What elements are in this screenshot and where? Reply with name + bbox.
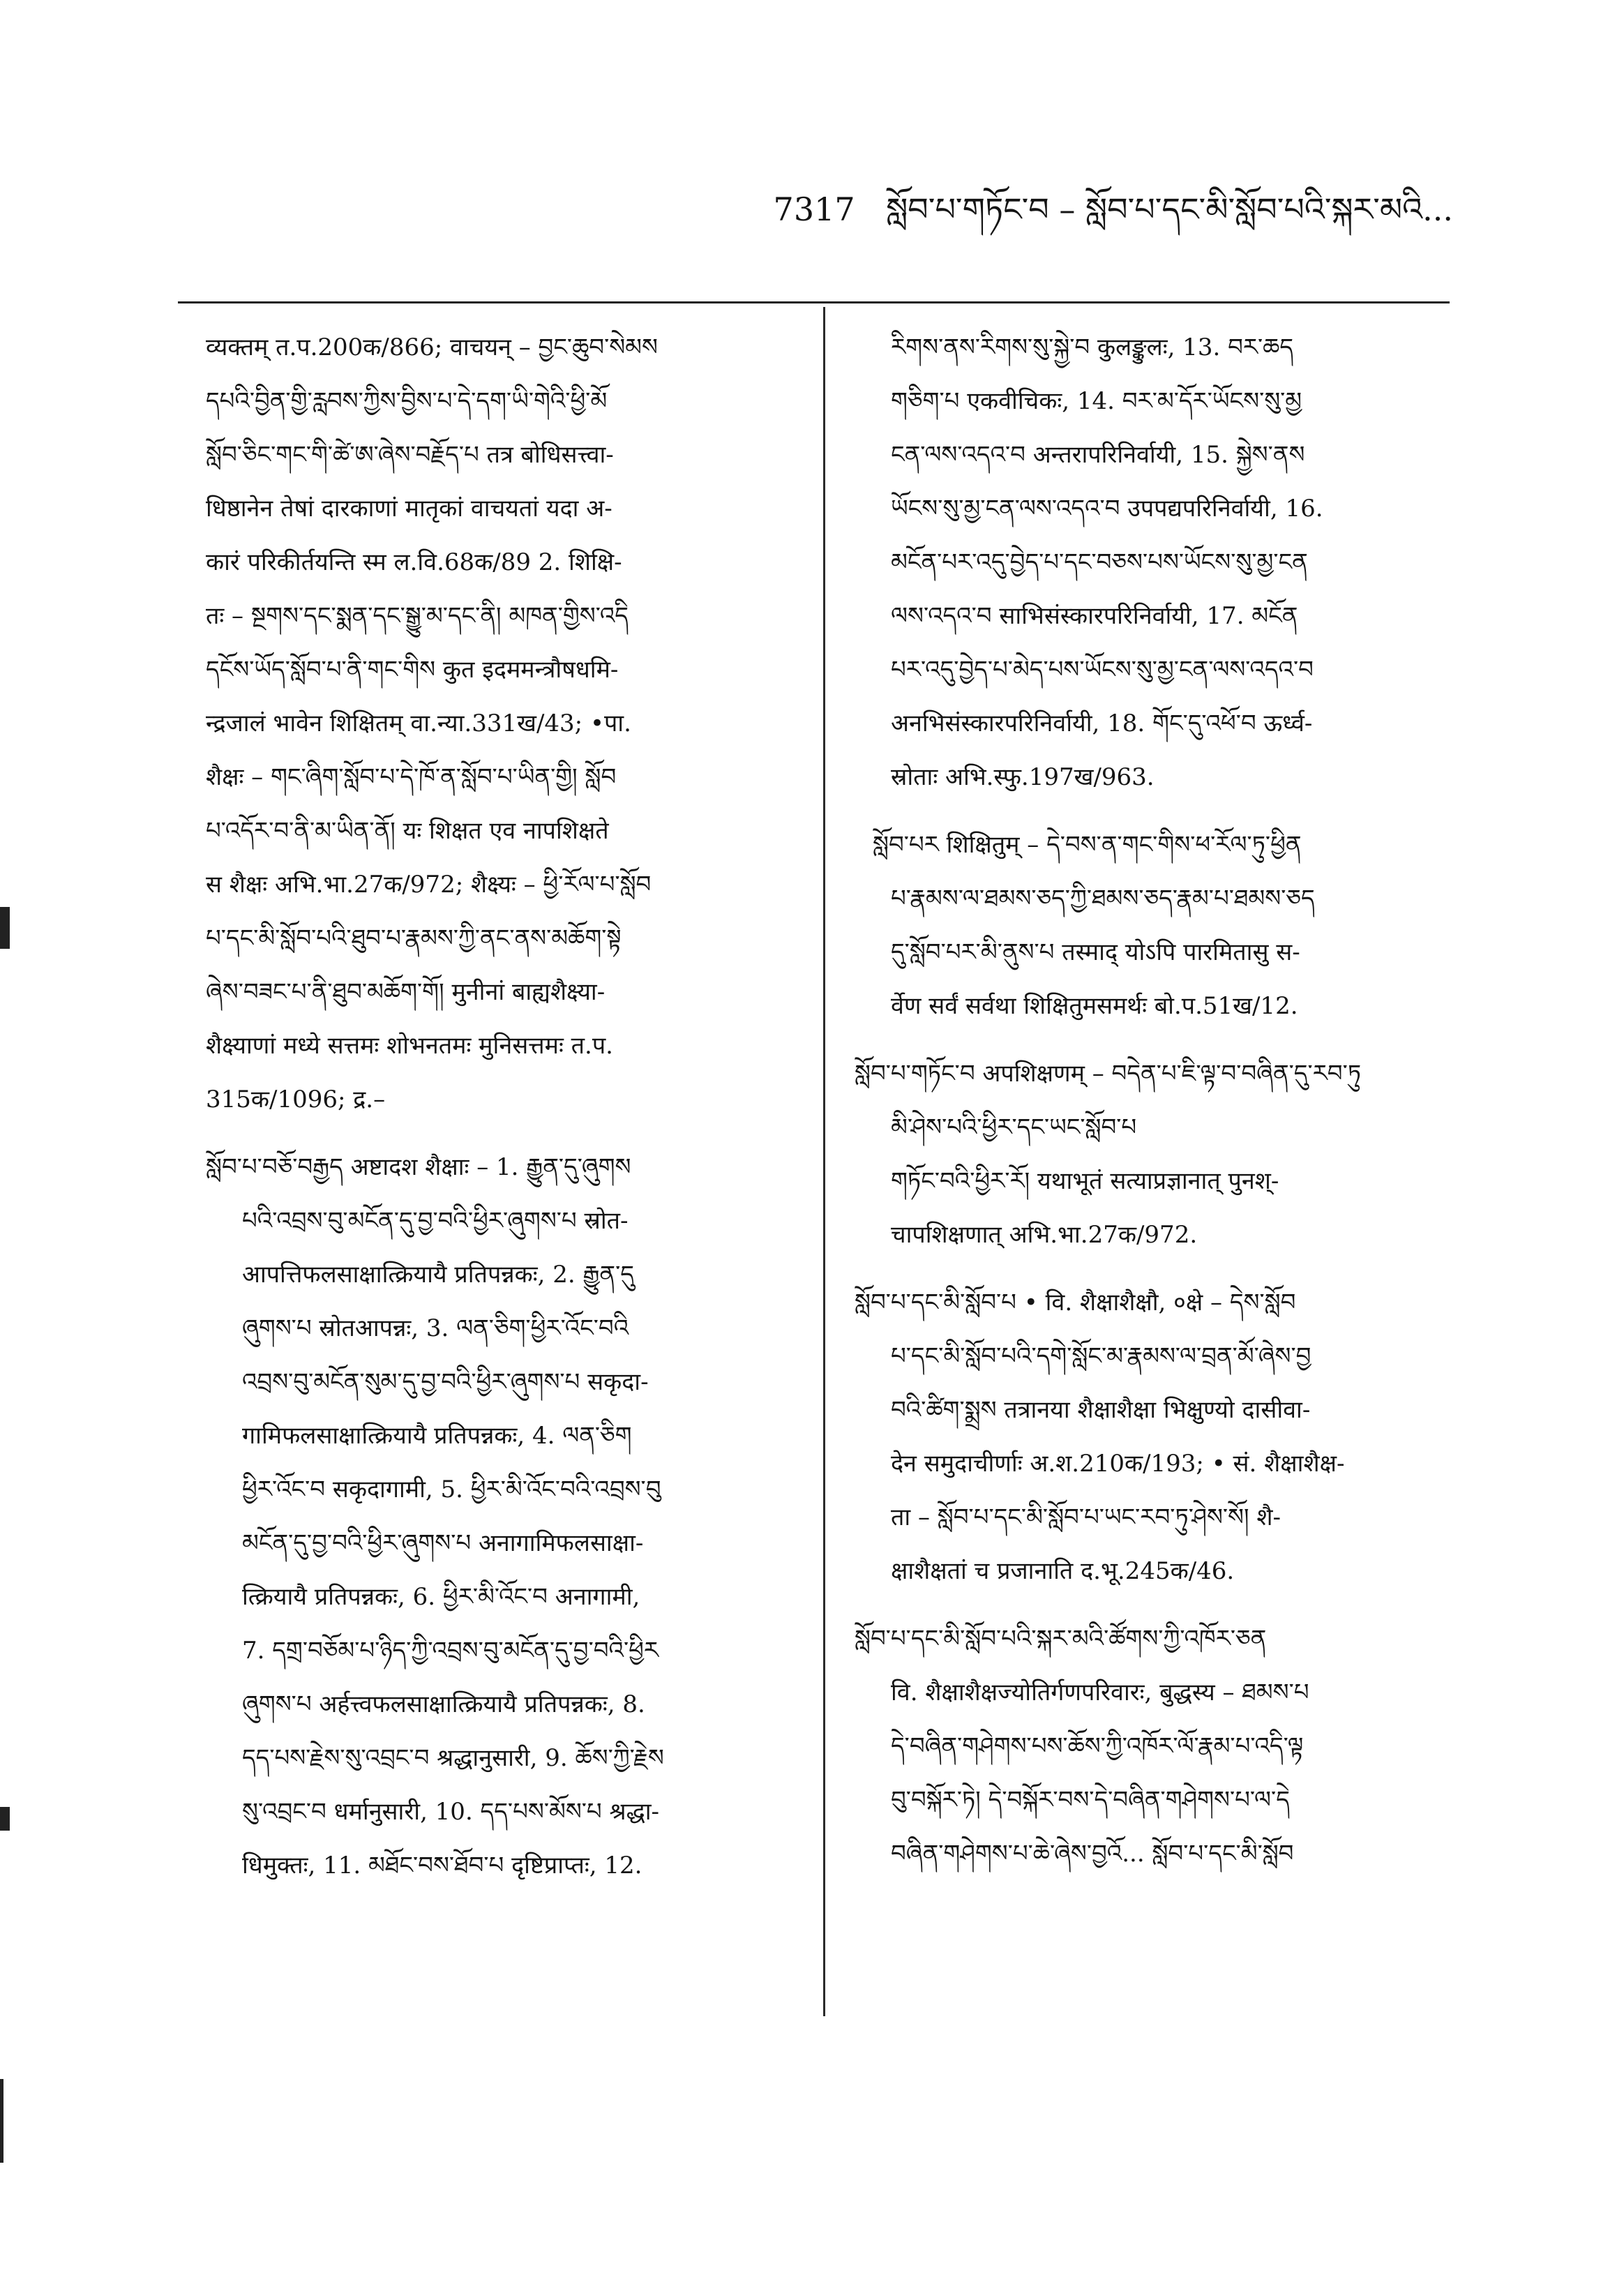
right-column xyxy=(855,321,1468,1895)
entry-line: अनभिसंस्कारपरिनिर्वायी, 18. གོང་དུ་འཕོ་བ ऊर्ध्व- xyxy=(891,710,1313,737)
column-divider xyxy=(823,307,825,2016)
dictionary-entry xyxy=(855,321,1468,804)
entry-line: པ་དང་མི་སློབ་པའི་ཐུབ་པ་རྣམས་ཀྱི་ནང་ནས་མཆོག་སྟེ xyxy=(206,924,622,952)
entry-line: རིགས་ནས་རིགས་སུ་སྐྱེ་བ कुलङ्कुलः, 13. བར་ཆད xyxy=(891,333,1294,361)
entry-line: तः – སྔགས་དང་སྨན་དང་སྒྱུ་མ་དང་ནི། མཁན་གྱིས་འདི xyxy=(206,602,629,630)
entry-line: चापशिक्षणात् अभि.भा.27क/972. xyxy=(891,1221,1198,1249)
entry-line: དེ་བཞིན་གཤེགས་པས་ཆོས་ཀྱི་འཁོར་ལོ་རྣམ་པ་འདི་ལྟ xyxy=(891,1732,1304,1760)
entry-line: 7. དགྲ་བཅོམ་པ་ཉིད་ཀྱི་འབྲས་བུ་མངོན་དུ་བྱ་བའི་ཕྱིར xyxy=(242,1637,659,1665)
entry-line: དཔའི་བྱིན་གྱི་རླབས་ཀྱིས་བྱིས་པ་དེ་དག་ཡི་གེའི་ཕྱི་མོ xyxy=(206,387,608,415)
entry-line: कारं परिकीर्तयन्ति स्म ल.वि.68क/89 2. शिक्षि- xyxy=(206,548,622,576)
dictionary-entry xyxy=(206,321,802,1127)
page-header xyxy=(774,174,1453,264)
entry-line: དུ་སློབ་པར་མི་ནུས་པ तस्माद् योऽपि पारमितासु स- xyxy=(891,938,1300,966)
entry-headline: སློབ་པ་དང་མི་སློབ་པའི་སྐར་མའི་ཚོགས་ཀྱི་འཁོར་ཅན xyxy=(855,1625,1267,1653)
entry-headline: སློབ་པ་དང་མི་སློབ་པ • वि. शैक्षाशैक्षौ, ०क्षे – དེས་སློབ xyxy=(855,1289,1296,1316)
dictionary-entry xyxy=(855,1047,1468,1262)
entry-line: བཞིན་གཤེགས་པ་ཆེ་ཞེས་བྱའོ... སློབ་པ་དང་མི་སློབ xyxy=(891,1840,1294,1868)
entry-line: स शैक्षः अभि.भा.27क/972; शैक्ष्यः – ཕྱི་རོལ་པ་སློབ xyxy=(206,871,652,899)
entry-headline: སློབ་པ་བཅོ་བརྒྱད अष्टादश शैक्षाः – 1. རྒྱུན་དུ་ཞུགས xyxy=(206,1153,631,1181)
running-title: སློབ་པ་གཏོང་བ – སློབ་པ་དང་མི་སློབ་པའི་སྐར་མའི... xyxy=(886,190,1453,228)
dictionary-entry xyxy=(855,1612,1468,1881)
entry-line: པ་དང་མི་སློབ་པའི་དགེ་སློང་མ་རྣམས་ལ་བྲན་མོ་ཞེས་བྱ xyxy=(891,1342,1311,1370)
dictionary-entry xyxy=(855,1276,1468,1598)
entry-line: སུ་འབྲང་བ धर्मानुसारी, 10. དད་པས་མོས་པ श्रद्धा- xyxy=(242,1798,660,1826)
entry-line: པ་རྣམས་ལ་ཐམས་ཅད་ཀྱི་ཐམས་ཅད་རྣམ་པ་ཐམས་ཅད xyxy=(891,885,1315,913)
entry-headline: སློབ་པར शिक्षितुम् – དེ་བས་ན་གང་གིས་ཕ་རོལ་ཏུ་ཕྱིན xyxy=(873,831,1302,859)
entry-line: वि. शैक्षाशैक्षज्योतिर्गणपरिवारः, बुद्धस्य – ཐམས་པ xyxy=(891,1679,1309,1706)
entry-line: शैक्ष्याणां मध्ये सत्तमः शोभनतमः मुनिसत्तमः त.प. xyxy=(206,1032,613,1060)
entry-line: ཡོངས་སུ་མྱ་ངན་ལས་འདའ་བ उपपद्यपरिनिर्वायी, 16. xyxy=(891,495,1323,523)
entry-line: ता – སློབ་པ་དང་མི་སློབ་པ་ཡང་རབ་ཏུ་ཤེས་སོ། शै- xyxy=(891,1503,1281,1531)
binding-mark xyxy=(0,1807,10,1831)
entry-line: धिष्ठानेन तेषां दारकाणां मातृकां वाचयतां यदा अ- xyxy=(206,495,612,523)
entry-line: པའི་འབྲས་བུ་མངོན་དུ་བྱ་བའི་ཕྱིར་ཞུགས་པ स्रोत- xyxy=(242,1207,629,1235)
header-rule xyxy=(178,301,1450,303)
entry-line: མངོན་པར་འདུ་བྱེད་པ་དང་བཅས་པས་ཡོངས་སུ་མྱ་ངན xyxy=(891,548,1308,576)
entry-line: པར་འདུ་བྱེད་པ་མེད་པས་ཡོངས་སུ་མྱ་ངན་ལས་འདའ་བ xyxy=(891,656,1314,684)
dictionary-entry xyxy=(206,1141,802,1893)
entry-line: र्वेण सर्वं सर्वथा शिक्षितुमसमर्थः बो.प.51ख/12. xyxy=(891,992,1298,1020)
entry-line: གཅིག་པ एकवीचिकः, 14. བར་མ་དོར་ཡོངས་སུ་མྱ xyxy=(891,387,1302,415)
binding-mark xyxy=(0,2079,3,2163)
entry-line: 315क/1096; द्र.– xyxy=(206,1086,386,1113)
entry-line: མི་ཤེས་པའི་ཕྱིར་དང་ཡང་སློབ་པ xyxy=(891,1113,1137,1141)
page-number: 7317 xyxy=(773,190,855,228)
left-column xyxy=(206,321,802,1907)
entry-line: त्क्रियायै प्रतिपन्नकः, 6. ཕྱིར་མི་འོང་བ अनागामी, xyxy=(242,1583,640,1611)
entry-line: शैक्षः – གང་ཞིག་སློབ་པ་དེ་ཁོ་ན་སློབ་པ་ཡིན་གྱི། སློབ xyxy=(206,763,617,791)
entry-line: व्यक्तम् त.प.200क/866; वाचयन् – བྱང་ཆུབ་སེམས xyxy=(206,333,658,361)
entry-line: བུ་བསྐོར་ཏེ། དེ་བསྐོར་བས་དེ་བཞིན་གཤེགས་པ་ལ་དེ xyxy=(891,1786,1290,1814)
entry-line: गामिफलसाक्षात्क्रियायै प्रतिपन्नकः, 4. ལན་ཅིག xyxy=(242,1422,632,1450)
entry-line: གཏོང་བའི་ཕྱིར་རོ། यथाभूतं सत्याप्रज्ञानात् पुनश्- xyxy=(891,1167,1279,1195)
entry-line: པ་འདོར་བ་ནི་མ་ཡིན་ནོ། यः शिक्षत एव नापशिक्षते xyxy=(206,817,609,845)
entry-line: स्रोताः अभि.स्फु.197ख/963. xyxy=(891,763,1155,791)
entry-line: འབྲས་བུ་མངོན་སུམ་དུ་བྱ་བའི་ཕྱིར་ཞུགས་པ सकृदा- xyxy=(242,1368,649,1396)
entry-line: མངོན་དུ་བྱ་བའི་ཕྱིར་ཞུགས་པ अनागामिफलसाक्षा- xyxy=(242,1529,644,1557)
entry-line: དངོས་ཡོད་སློབ་པ་ནི་གང་གིས कुत इदममन्त्रौषधमि- xyxy=(206,656,619,684)
entry-line: ལས་འདའ་བ साभिसंस्कारपरिनिर्वायी, 17. མངོན xyxy=(891,602,1298,630)
entry-line: न्द्रजालं भावेन शिक्षितम् वा.न्या.331ख/43; •पा. xyxy=(206,710,631,737)
dictionary-entry xyxy=(855,818,1468,1033)
entry-line: क्षाशैक्षतां च प्रजानाति द.भू.245क/46. xyxy=(891,1557,1235,1585)
entry-line: ཞུགས་པ अर्हत्त्वफलसाक्षात्क्रियायै प्रतिपन्नकः, 8. xyxy=(242,1690,645,1718)
entry-line: ཕྱིར་འོང་བ सकृदागामी, 5. ཕྱིར་མི་འོང་བའི་འབྲས་བུ xyxy=(242,1476,661,1503)
entry-line: आपत्तिफलसाक्षात्क्रियायै प्रतिपन्नकः, 2. རྒྱུན་དུ xyxy=(242,1261,634,1289)
entry-line: བའི་ཚིག་སྨྲས तत्रानया शैक्षाशैक्षा भिक्षुण्यो दासीवा- xyxy=(891,1396,1311,1424)
entry-line: དད་པས་རྗེས་སུ་འབྲང་བ श्रद्धानुसारी, 9. ཆོས་ཀྱི་རྗེས xyxy=(242,1744,664,1772)
entry-line: ངན་ལས་འདའ་བ अन्तरापरिनिर्वायी, 15. སྐྱེས་ནས xyxy=(891,441,1305,469)
entry-line: ཞུགས་པ स्रोतआपन्नः, 3. ལན་ཅིག་ཕྱིར་འོང་བའི xyxy=(242,1314,629,1342)
entry-line: देन समुदाचीर्णाः अ.श.210क/193; • सं. शैक्षाशैक्ष- xyxy=(891,1450,1345,1478)
entry-headline: སློབ་པ་གཏོང་བ अपशिक्षणम् – བདེན་པ་ཇི་ལྟ་བ་བཞིན་དུ་རབ་ཏུ xyxy=(855,1060,1362,1088)
entry-line: धिमुक्तः, 11. མཐོང་བས་ཐོབ་པ दृष्टिप्राप्तः, 12. xyxy=(242,1852,642,1879)
binding-mark xyxy=(0,907,10,949)
entry-line: ཞེས་བཟང་པ་ནི་ཐུབ་མཆོག་གོ། मुनीनां बाह्यशैक्ष्या- xyxy=(206,978,606,1006)
entry-line: སློབ་ཅིང་གང་གི་ཚེ་ཨ་ཞེས་བརྗོད་པ तत्र बोधिसत्त्वा- xyxy=(206,441,614,469)
